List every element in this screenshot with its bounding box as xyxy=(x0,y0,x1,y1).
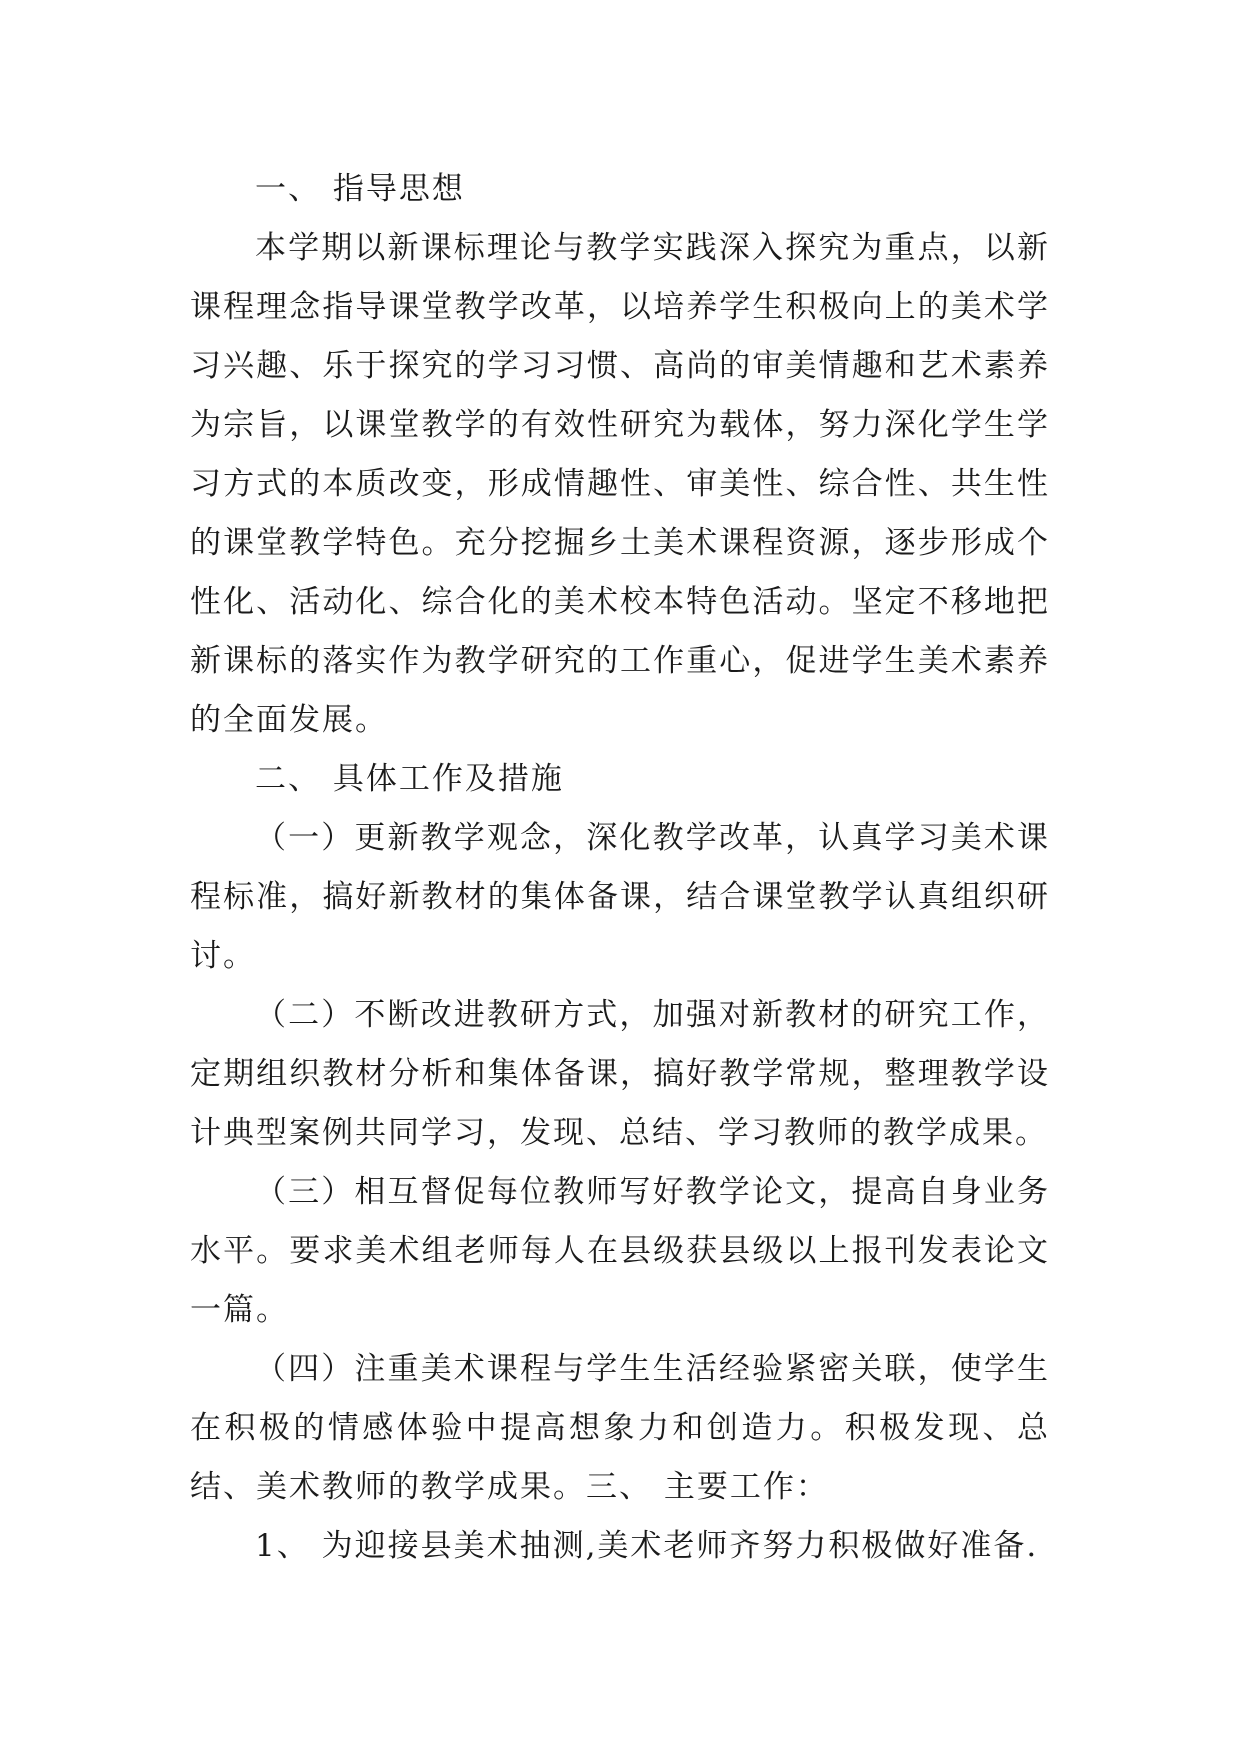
guiding-ideology-paragraph: 本学期以新课标理论与教学实践深入探究为重点，以新课程理念指导课堂教学改革，以培养学生积极向上的美术学习兴趣、乐于探究的学习习惯、高尚的审美情趣和艺术素养为宗旨，以课堂教学的有效性研究为载体，努力深化学生学习方式的本质改变，形成情趣性、审美性、综合性、共生性的课堂教学特色。充分挖掘乡土美术课程资源，逐步形成个性化、活动化、综合化的美术校本特色活动。坚定不移地把新课标的落实作为教学研究的工作重心，促进学生美术素养的全面发展。 xyxy=(190,230,1050,738)
measure-paragraph-2: （二）不断改进教研方式，加强对新教材的研究工作，定期组织教材分析和集体备课，搞好教学常规，整理教学设计典型案例共同学习，发现、总结、学习教师的教学成果。 xyxy=(190,997,1050,1151)
measure-paragraph-1: （一）更新教学观念，深化教学改革，认真学习美术课程标准，搞好新教材的集体备课，结合课堂教学认真组织研讨。 xyxy=(190,820,1050,974)
section-heading-guiding-ideology: 一、 指导思想 xyxy=(255,171,465,207)
measure-paragraph-4: （四）注重美术课程与学生生活经验紧密关联，使学生在积极的情感体验中提高想象力和创造力。积极发现、总结、美术教师的教学成果。三、 主要工作： xyxy=(190,1351,1050,1505)
section-heading-specific-measures: 二、 具体工作及措施 xyxy=(255,761,564,797)
document-body xyxy=(190,160,1050,1576)
measure-paragraph-3: （三）相互督促每位教师写好教学论文，提高自身业务水平。要求美术组老师每人在县级获县级以上报刊发表论文一篇。 xyxy=(190,1174,1050,1328)
main-task-item-1: 1、 为迎接县美术抽测,美术老师齐努力积极做好准备. xyxy=(255,1528,1039,1564)
